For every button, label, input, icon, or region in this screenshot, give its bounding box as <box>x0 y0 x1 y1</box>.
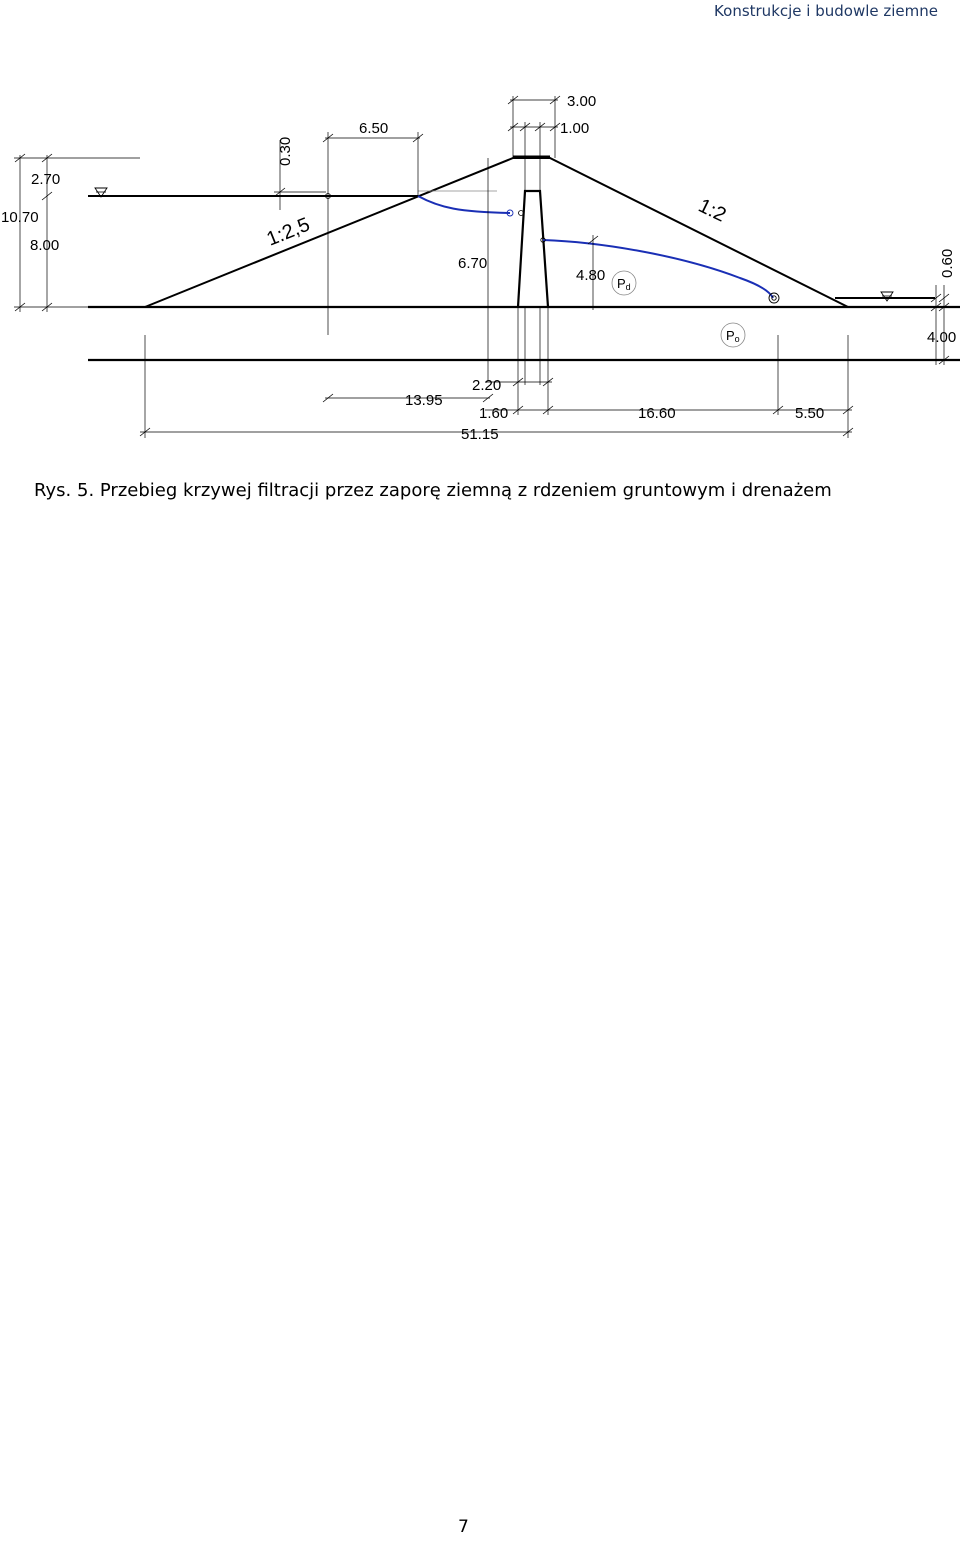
dim-total-base: 51.15 <box>461 426 499 443</box>
dam-cross-section-diagram <box>0 80 960 460</box>
dim-tailwater: 0.60 <box>939 248 956 278</box>
drain-outlet-outer <box>769 293 779 303</box>
tailwater-symbol <box>881 292 893 301</box>
dimension-values <box>1 93 956 443</box>
dam-body <box>145 157 848 307</box>
dim-core-base: 2.20 <box>472 377 502 394</box>
drain-label <box>612 271 636 295</box>
dim-head-upper: 2.70 <box>31 171 61 188</box>
dim-foundation: 4.00 <box>927 329 957 346</box>
dim-drain-width: 5.50 <box>795 405 825 422</box>
svg-text:Po: Po <box>726 328 740 344</box>
dim-freeboard: 0.30 <box>277 136 294 166</box>
dim-downstream-base: 16.60 <box>638 405 676 422</box>
dim-upstream-base: 13.95 <box>405 392 443 409</box>
page-header <box>714 0 938 20</box>
downstream-slope-label: 1:2 <box>694 194 730 227</box>
foundation-label <box>721 323 745 347</box>
water-levels <box>88 188 935 301</box>
dim-water-depth: 8.00 <box>30 237 60 254</box>
dim-total-height: 10.70 <box>1 209 39 226</box>
dim-core-left-gap: 6.70 <box>458 255 488 272</box>
dim-crest-total: 3.00 <box>567 93 597 110</box>
dim-core-inner: 1.60 <box>479 405 509 422</box>
dim-core-right-gap: 4.80 <box>576 267 606 284</box>
figure-caption: Rys. 5. Przebieg krzywej filtracji przez zaporę ziemną z rdzeniem gruntowym i drenażem <box>34 480 832 501</box>
dim-core-top: 1.00 <box>560 120 590 137</box>
seepage-curve-upstream <box>418 196 510 213</box>
upstream-slope-label: 1:2,5 <box>263 213 314 251</box>
svg-text:Pd: Pd <box>617 276 631 292</box>
dam-outline <box>145 158 848 307</box>
page-number: 7 <box>458 1517 469 1537</box>
header-title: Konstrukcje i budowle ziemne <box>714 2 938 20</box>
core-outline <box>518 191 548 307</box>
dim-upstream-offset: 6.50 <box>359 120 389 137</box>
foundation-lines <box>88 307 960 360</box>
